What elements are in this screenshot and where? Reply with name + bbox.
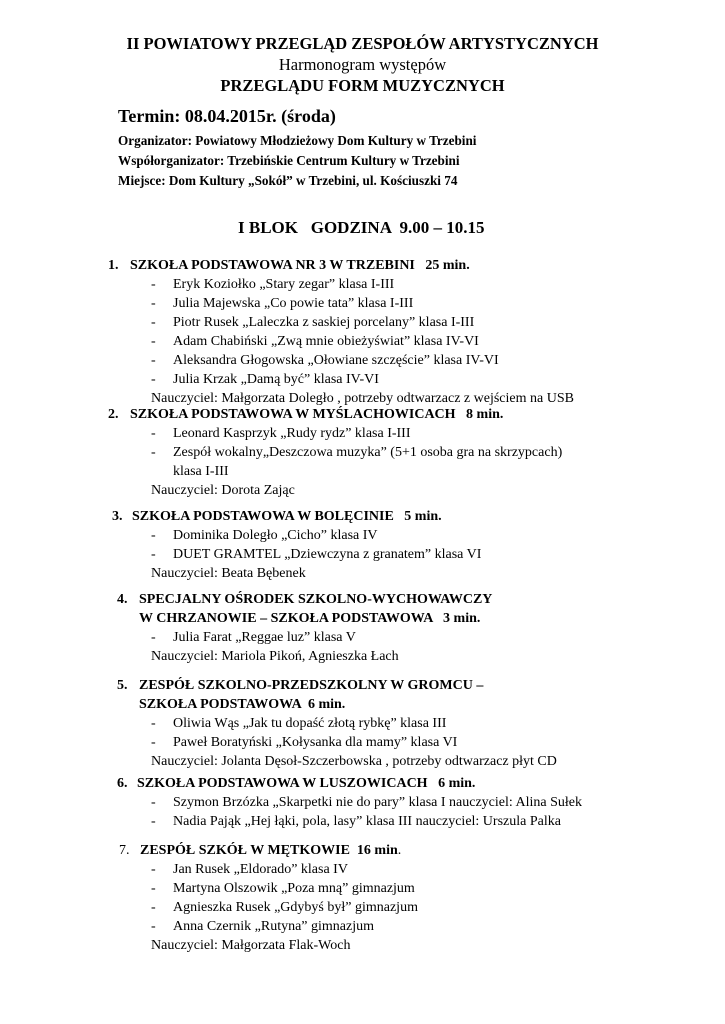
list-item	[151, 424, 562, 443]
school-name: SZKOŁA PODSTAWOWA W LUSZOWICACH 6 min.	[137, 776, 476, 791]
bullet-dash: -	[151, 277, 156, 292]
list-item	[151, 545, 481, 564]
list-item	[151, 443, 562, 462]
bullet-dash: -	[151, 814, 156, 829]
entry-text: Anna Czernik „Rutyna” gimnazjum	[173, 919, 374, 934]
teacher-line: Nauczyciel: Mariola Pikoń, Agnieszka Łach	[151, 649, 399, 664]
entry-text: Adam Chabiński „Zwą mnie obieżyświat” klasa IV-VI	[173, 334, 479, 349]
school-section-4	[117, 590, 492, 666]
school-name: ZESPÓŁ SZKÓŁ W MĘTKOWIE 16 min	[140, 843, 398, 858]
block-heading: I BLOK GODZINA 9.00 – 10.15	[238, 218, 485, 237]
entry-text: Zespół wokalny„Deszczowa muzyka” (5+1 osoba gra na skrzypcach)	[173, 445, 563, 460]
bullet-dash: -	[151, 735, 156, 750]
bullet-dash: -	[151, 315, 156, 330]
bullet-dash: -	[151, 900, 156, 915]
list-item	[151, 332, 574, 351]
school-number: 4.	[117, 592, 128, 607]
school-number: 2.	[108, 407, 119, 422]
list-item	[151, 812, 582, 831]
school-section-3	[112, 507, 481, 583]
event-date: Termin: 08.04.2015r. (środa)	[118, 106, 336, 126]
list-item	[151, 793, 582, 812]
school-number: 1.	[108, 258, 119, 273]
list-item	[151, 860, 418, 879]
entry-text: Aleksandra Głogowska „Ołowiane szczęście” klasa IV-VI	[173, 353, 499, 368]
entry-text: Oliwia Wąs „Jak tu dopaść złotą rybkę” klasa III	[173, 716, 447, 731]
bullet-dash: -	[151, 528, 156, 543]
school-title	[112, 507, 481, 526]
school-section-6	[117, 774, 582, 831]
school-title	[119, 841, 418, 860]
school-title	[108, 256, 574, 275]
bullet-dash: -	[151, 630, 156, 645]
entry-text: Paweł Boratyński „Kołysanka dla mamy” klasa VI	[173, 735, 458, 750]
teacher-line: Nauczyciel: Dorota Zając	[151, 483, 295, 498]
list-item	[151, 714, 557, 733]
teacher-line: Nauczyciel: Jolanta Dęsoł-Szczerbowska , potrzeby odtwarzacz płyt CD	[151, 754, 557, 769]
list-item	[151, 370, 574, 389]
school-title	[117, 590, 492, 609]
bullet-dash: -	[151, 919, 156, 934]
organizer: Organizator: Powiatowy Młodzieżowy Dom Kultury w Trzebini	[118, 133, 477, 148]
bullet-dash: -	[151, 881, 156, 896]
bullet-dash: -	[151, 372, 156, 387]
list-item	[151, 313, 574, 332]
bullet-dash: -	[151, 547, 156, 562]
coorganizer: Współorganizator: Trzebińskie Centrum Kultury w Trzebini	[118, 153, 460, 168]
entry-text: DUET GRAMTEL „Dziewczyna z granatem” klasa VI	[173, 547, 482, 562]
school-number: 7.	[119, 843, 130, 858]
list-item	[151, 898, 418, 917]
list-item-continuation: klasa I-III	[173, 464, 229, 479]
entry-text: Leonard Kasprzyk „Rudy rydz” klasa I-III	[173, 426, 411, 441]
school-number: 6.	[117, 776, 128, 791]
school-title	[117, 774, 582, 793]
entry-text: Julia Farat „Reggae luz” klasa V	[173, 630, 356, 645]
document-title: II POWIATOWY PRZEGLĄD ZESPOŁÓW ARTYSTYCZNYCH	[126, 34, 599, 53]
teacher-line: Nauczyciel: Małgorzata Flak-Woch	[151, 938, 351, 953]
title-suffix: .	[397, 843, 402, 858]
school-section-5	[117, 676, 557, 771]
list-item	[151, 526, 481, 545]
list-item	[151, 879, 418, 898]
document-title-secondary: PRZEGLĄDU FORM MUZYCZNYCH	[220, 76, 505, 95]
school-section-1	[108, 256, 574, 408]
bullet-dash: -	[151, 426, 156, 441]
school-name: SZKOŁA PODSTAWOWA NR 3 W TRZEBINI 25 min.	[130, 258, 470, 273]
list-item	[151, 628, 492, 647]
list-item	[151, 294, 574, 313]
school-title	[108, 405, 562, 424]
entry-text: Eryk Koziołko „Stary zegar” klasa I-III	[173, 277, 395, 292]
entry-text: Jan Rusek „Eldorado” klasa IV	[173, 862, 348, 877]
school-section-2	[108, 405, 562, 500]
bullet-dash: -	[151, 296, 156, 311]
bullet-dash: -	[151, 334, 156, 349]
school-title	[117, 676, 557, 695]
entry-text: Julia Krzak „Damą być” klasa IV-VI	[173, 372, 379, 387]
school-title-line2: SZKOŁA PODSTAWOWA 6 min.	[139, 697, 346, 712]
school-name: ZESPÓŁ SZKOLNO-PRZEDSZKOLNY W GROMCU –	[139, 678, 484, 693]
school-number: 5.	[117, 678, 128, 693]
entry-text: Agnieszka Rusek „Gdybyś był” gimnazjum	[173, 900, 418, 915]
entry-text: Dominika Doległo „Cicho” klasa IV	[173, 528, 378, 543]
entry-text: Julia Majewska „Co powie tata” klasa I-III	[173, 296, 414, 311]
list-item	[151, 917, 418, 936]
entry-text: Szymon Brzózka „Skarpetki nie do pary” klasa I nauczyciel: Alina Sułek	[173, 795, 582, 810]
list-item	[151, 351, 574, 370]
document-subtitle: Harmonogram występów	[278, 55, 447, 74]
bullet-dash: -	[151, 353, 156, 368]
bullet-dash: -	[151, 445, 156, 460]
school-section-7	[119, 841, 418, 955]
venue: Miejsce: Dom Kultury „Sokół” w Trzebini, ul. Kościuszki 74	[118, 173, 458, 188]
bullet-dash: -	[151, 795, 156, 810]
school-number: 3.	[112, 509, 123, 524]
entry-text: Piotr Rusek „Laleczka z saskiej porcelany” klasa I-III	[173, 315, 475, 330]
list-item	[151, 733, 557, 752]
teacher-line: Nauczyciel: Małgorzata Doległo , potrzeby odtwarzacz z wejściem na USB	[151, 391, 574, 406]
school-name: SZKOŁA PODSTAWOWA W MYŚLACHOWICACH 8 min.	[130, 407, 504, 422]
school-name: SPECJALNY OŚRODEK SZKOLNO-WYCHOWAWCZY	[139, 592, 493, 607]
list-item	[151, 275, 574, 294]
bullet-dash: -	[151, 862, 156, 877]
school-title-line2: W CHRZANOWIE – SZKOŁA PODSTAWOWA 3 min.	[139, 611, 481, 626]
school-name: SZKOŁA PODSTAWOWA W BOLĘCINIE 5 min.	[132, 509, 442, 524]
bullet-dash: -	[151, 716, 156, 731]
entry-text: Nadia Pająk „Hej łąki, pola, lasy” klasa III nauczyciel: Urszula Palka	[173, 814, 561, 829]
entry-text: Martyna Olszowik „Poza mną” gimnazjum	[173, 881, 415, 896]
teacher-line: Nauczyciel: Beata Bębenek	[151, 566, 306, 581]
